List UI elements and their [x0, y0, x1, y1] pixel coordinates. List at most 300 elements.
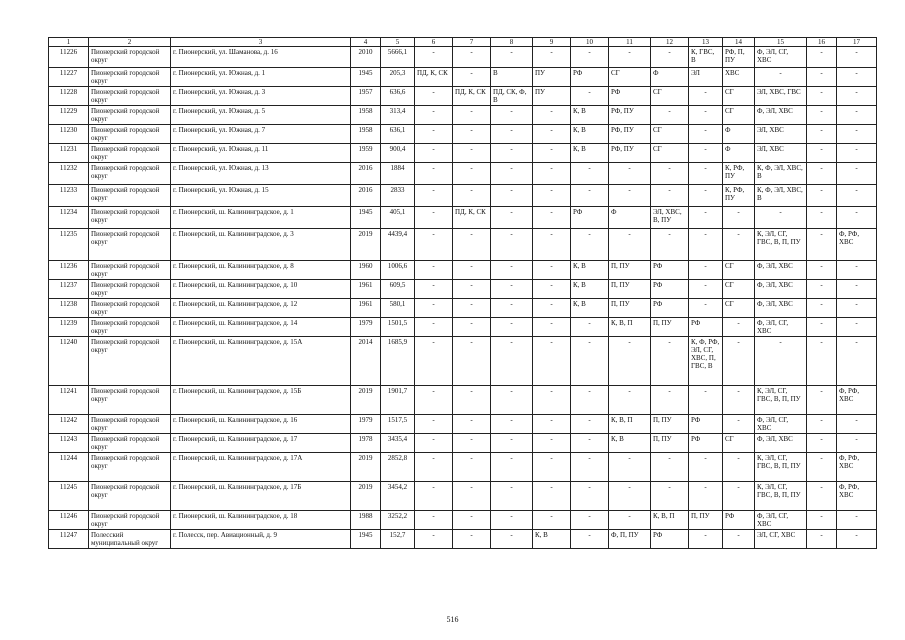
table-cell: СГ: [651, 144, 689, 163]
table-cell: -: [415, 280, 453, 299]
table-cell: СГ: [651, 125, 689, 144]
table-cell: -: [723, 207, 755, 229]
table-cell: г. Пионерский, ул. Шаманова, д. 16: [171, 47, 351, 68]
table-cell: 11247: [49, 530, 89, 549]
table-cell: -: [807, 261, 837, 280]
table-cell: ЭЛ, СГ, ХВС: [755, 530, 807, 549]
table-cell: 1945: [351, 68, 381, 87]
table-cell: СГ: [723, 299, 755, 318]
table-cell: -: [415, 207, 453, 229]
table-cell: -: [415, 530, 453, 549]
table-cell: -: [723, 530, 755, 549]
table-cell: -: [533, 47, 571, 68]
table-cell: 4439,4: [381, 229, 415, 261]
table-cell: -: [415, 318, 453, 337]
table-cell: -: [415, 415, 453, 434]
table-cell: -: [807, 386, 837, 415]
column-header: 13: [689, 38, 723, 47]
column-header: 5: [381, 38, 415, 47]
table-cell: Ф: [723, 144, 755, 163]
table-cell: -: [415, 106, 453, 125]
table-cell: -: [723, 337, 755, 386]
table-cell: -: [689, 163, 723, 185]
table-cell: СГ: [723, 87, 755, 106]
table-cell: 636,6: [381, 87, 415, 106]
table-cell: 2010: [351, 47, 381, 68]
table-cell: -: [837, 511, 877, 530]
table-row: [49, 163, 877, 185]
table-cell: -: [491, 482, 533, 511]
table-cell: 1501,5: [381, 318, 415, 337]
table-cell: г. Пионерский, ш. Калининградское, д. 12: [171, 299, 351, 318]
table-cell: РФ, ПУ: [609, 125, 651, 144]
table-cell: -: [415, 434, 453, 453]
table-cell: -: [415, 125, 453, 144]
table-cell: 11235: [49, 229, 89, 261]
table-cell: -: [689, 280, 723, 299]
table-cell: г. Полесск, пер. Авиационный, д. 9: [171, 530, 351, 549]
table-cell: РФ: [689, 415, 723, 434]
table-cell: -: [571, 453, 609, 482]
table-cell: РФ, ПУ: [609, 106, 651, 125]
table-cell: РФ: [723, 511, 755, 530]
table-cell: -: [453, 386, 491, 415]
table-cell: Ф, РФ, ХВС: [837, 482, 877, 511]
table-cell: -: [453, 144, 491, 163]
table-cell: -: [533, 144, 571, 163]
table-cell: -: [651, 185, 689, 207]
table-cell: -: [491, 337, 533, 386]
table-row: [49, 318, 877, 337]
table-cell: -: [453, 415, 491, 434]
table-cell: 1958: [351, 106, 381, 125]
table-row: [49, 415, 877, 434]
table-row: [49, 185, 877, 207]
table-cell: -: [491, 261, 533, 280]
table-cell: -: [533, 511, 571, 530]
table-cell: -: [491, 434, 533, 453]
table-cell: -: [837, 87, 877, 106]
table-cell: -: [837, 207, 877, 229]
table-cell: 1945: [351, 530, 381, 549]
table-cell: -: [651, 106, 689, 125]
table-cell: РФ: [651, 280, 689, 299]
table-cell: -: [723, 229, 755, 261]
table-cell: -: [807, 299, 837, 318]
table-cell: -: [807, 106, 837, 125]
table-row: [49, 261, 877, 280]
table-cell: -: [609, 47, 651, 68]
table-cell: 2833: [381, 185, 415, 207]
table-cell: ПД, СК, Ф, В: [491, 87, 533, 106]
table-cell: г. Пионерский, ул. Южная, д. 5: [171, 106, 351, 125]
table-cell: 2016: [351, 163, 381, 185]
table-cell: -: [609, 453, 651, 482]
table-cell: -: [491, 415, 533, 434]
table-cell: ЭЛ: [689, 68, 723, 87]
table-cell: П, ПУ: [609, 299, 651, 318]
table-cell: -: [837, 415, 877, 434]
table-cell: -: [807, 144, 837, 163]
table-cell: -: [651, 482, 689, 511]
table-cell: ПД, К, СК: [415, 68, 453, 87]
table-cell: РФ: [689, 318, 723, 337]
table-cell: -: [651, 337, 689, 386]
table-cell: -: [453, 280, 491, 299]
table-cell: -: [533, 280, 571, 299]
table-cell: РФ, П, ПУ: [723, 47, 755, 68]
table-cell: -: [723, 415, 755, 434]
table-cell: Ф, ЭЛ, ХВС: [755, 280, 807, 299]
table-cell: Ф, ЭЛ, СГ, ХВС: [755, 318, 807, 337]
table-cell: Пионерский городской округ: [89, 318, 171, 337]
table-cell: П, ПУ: [651, 318, 689, 337]
table-cell: 1988: [351, 511, 381, 530]
table-cell: 1957: [351, 87, 381, 106]
table-cell: -: [571, 386, 609, 415]
table-cell: -: [723, 482, 755, 511]
table-cell: -: [807, 318, 837, 337]
table-cell: -: [415, 299, 453, 318]
table-cell: Ф, РФ, ХВС: [837, 229, 877, 261]
table-cell: -: [453, 47, 491, 68]
table-cell: -: [807, 87, 837, 106]
table-cell: Пионерский городской округ: [89, 106, 171, 125]
table-cell: К, В: [571, 144, 609, 163]
table-cell: 1979: [351, 318, 381, 337]
table-row: [49, 229, 877, 261]
table-cell: К, Ф, ЭЛ, ХВС, В: [755, 185, 807, 207]
table-cell: 11246: [49, 511, 89, 530]
table-cell: -: [533, 207, 571, 229]
table-cell: 11242: [49, 415, 89, 434]
table-cell: -: [491, 386, 533, 415]
table-cell: г. Пионерский, ш. Калининградское, д. 1: [171, 207, 351, 229]
table-cell: Ф, ЭЛ, ХВС: [755, 261, 807, 280]
table-cell: К, В, П: [609, 415, 651, 434]
table-cell: -: [689, 144, 723, 163]
table-row: [49, 207, 877, 229]
table-cell: Ф, ЭЛ, СГ, ХВС: [755, 47, 807, 68]
table-cell: -: [491, 280, 533, 299]
table-cell: Пионерский городской округ: [89, 144, 171, 163]
table-cell: -: [807, 482, 837, 511]
table-cell: -: [533, 261, 571, 280]
table-cell: -: [571, 163, 609, 185]
table-cell: 11243: [49, 434, 89, 453]
table-cell: ПУ: [533, 68, 571, 87]
table-cell: -: [415, 386, 453, 415]
table-cell: 11231: [49, 144, 89, 163]
table-row: [49, 434, 877, 453]
table-cell: -: [491, 106, 533, 125]
column-header: 1: [49, 38, 89, 47]
table-cell: П, ПУ: [689, 511, 723, 530]
table-cell: 205,3: [381, 68, 415, 87]
table-cell: Ф, П, ПУ: [609, 530, 651, 549]
table-cell: -: [689, 229, 723, 261]
table-cell: 11230: [49, 125, 89, 144]
column-header: 7: [453, 38, 491, 47]
table-cell: Пионерский городской округ: [89, 261, 171, 280]
table-cell: -: [571, 337, 609, 386]
table-cell: -: [491, 144, 533, 163]
table-cell: -: [453, 106, 491, 125]
table-cell: -: [533, 125, 571, 144]
table-cell: К, В: [571, 106, 609, 125]
table-cell: Ф, РФ, ХВС: [837, 453, 877, 482]
table-cell: 1884: [381, 163, 415, 185]
table-cell: 11244: [49, 453, 89, 482]
table-row: [49, 280, 877, 299]
table-cell: СГ: [609, 68, 651, 87]
table-cell: -: [609, 229, 651, 261]
table-cell: 1960: [351, 261, 381, 280]
table-cell: Ф: [723, 125, 755, 144]
table-cell: 5666,1: [381, 47, 415, 68]
table-cell: К, В: [571, 299, 609, 318]
table-cell: -: [533, 337, 571, 386]
table-cell: -: [837, 530, 877, 549]
table-cell: 405,1: [381, 207, 415, 229]
table-cell: г. Пионерский, ул. Южная, д. 11: [171, 144, 351, 163]
table-cell: -: [807, 415, 837, 434]
table-cell: -: [755, 68, 807, 87]
table-cell: -: [415, 482, 453, 511]
table-cell: 11237: [49, 280, 89, 299]
table-cell: -: [491, 185, 533, 207]
table-cell: 2014: [351, 337, 381, 386]
page-number: 516: [446, 615, 459, 624]
table-cell: г. Пионерский, ул. Южная, д. 1: [171, 68, 351, 87]
table-cell: -: [807, 280, 837, 299]
table-cell: СГ: [723, 434, 755, 453]
table-cell: К, В: [609, 434, 651, 453]
table-cell: г. Пионерский, ш. Калининградское, д. 15Б: [171, 386, 351, 415]
table-cell: ХВС: [723, 68, 755, 87]
table-cell: РФ: [651, 299, 689, 318]
column-header: 15: [755, 38, 807, 47]
table-cell: -: [453, 163, 491, 185]
column-header: 16: [807, 38, 837, 47]
table-cell: г. Пионерский, ш. Калининградское, д. 10: [171, 280, 351, 299]
table-cell: -: [807, 229, 837, 261]
table-cell: -: [723, 318, 755, 337]
table-cell: Пионерский городской округ: [89, 434, 171, 453]
table-cell: К, ЭЛ, СГ, ГВС, В, П, ПУ: [755, 386, 807, 415]
table-cell: В: [491, 68, 533, 87]
table-cell: -: [689, 261, 723, 280]
column-header: 11: [609, 38, 651, 47]
header-row: [49, 38, 877, 47]
table-cell: П, ПУ: [609, 280, 651, 299]
column-header: 17: [837, 38, 877, 47]
table-row: [49, 47, 877, 68]
table-cell: РФ: [571, 68, 609, 87]
table-cell: Ф, РФ, ХВС: [837, 386, 877, 415]
table-row: [49, 87, 877, 106]
table-cell: Пионерский городской округ: [89, 386, 171, 415]
table-cell: г. Пионерский, ш. Калининградское, д. 17А: [171, 453, 351, 482]
table-cell: -: [533, 299, 571, 318]
table-cell: -: [651, 229, 689, 261]
table-cell: 1959: [351, 144, 381, 163]
table-cell: -: [571, 318, 609, 337]
table-cell: -: [689, 125, 723, 144]
column-header: 8: [491, 38, 533, 47]
table-cell: К, ГВС, В: [689, 47, 723, 68]
table-row: [49, 68, 877, 87]
table-cell: г. Пионерский, ш. Калининградское, д. 14: [171, 318, 351, 337]
table-cell: П, ПУ: [651, 434, 689, 453]
table-cell: -: [453, 482, 491, 511]
table-cell: -: [571, 229, 609, 261]
table-cell: -: [453, 261, 491, 280]
table-cell: РФ: [651, 530, 689, 549]
column-header: 2: [89, 38, 171, 47]
table-cell: -: [453, 125, 491, 144]
table-cell: ЭЛ, ХВС: [755, 144, 807, 163]
table-cell: -: [651, 163, 689, 185]
table-cell: 152,7: [381, 530, 415, 549]
table-cell: Пионерский городской округ: [89, 163, 171, 185]
table-cell: 1961: [351, 299, 381, 318]
table-cell: РФ, ПУ: [609, 144, 651, 163]
table-cell: -: [807, 68, 837, 87]
table-cell: -: [609, 337, 651, 386]
table-cell: Ф: [651, 68, 689, 87]
table-cell: 2019: [351, 453, 381, 482]
table-cell: К, РФ, ПУ: [723, 185, 755, 207]
table-cell: СГ: [723, 261, 755, 280]
table-cell: -: [689, 185, 723, 207]
table-cell: -: [533, 106, 571, 125]
table-cell: -: [491, 47, 533, 68]
table-cell: -: [609, 163, 651, 185]
table-row: [49, 125, 877, 144]
table-cell: г. Пионерский, ул. Южная, д. 15: [171, 185, 351, 207]
table-cell: РФ: [651, 261, 689, 280]
table-cell: ПД, К, СК: [453, 87, 491, 106]
table-cell: -: [415, 453, 453, 482]
table-cell: -: [415, 229, 453, 261]
table-row: [49, 386, 877, 415]
table-cell: К, В: [571, 125, 609, 144]
table-cell: -: [689, 106, 723, 125]
table-cell: 1006,6: [381, 261, 415, 280]
data-table: [48, 37, 877, 549]
table-cell: -: [533, 163, 571, 185]
table-cell: Пионерский городской округ: [89, 185, 171, 207]
table-cell: ПД, К, СК: [453, 207, 491, 229]
table-cell: -: [415, 185, 453, 207]
table-cell: -: [807, 337, 837, 386]
table-cell: 1901,7: [381, 386, 415, 415]
table-cell: -: [609, 511, 651, 530]
table-cell: -: [491, 318, 533, 337]
table-cell: Пионерский городской округ: [89, 47, 171, 68]
table-cell: К, ЭЛ, СГ, ГВС, В, П, ПУ: [755, 482, 807, 511]
table-cell: -: [689, 87, 723, 106]
table-cell: 11234: [49, 207, 89, 229]
table-cell: Пионерский городской округ: [89, 299, 171, 318]
column-header: 6: [415, 38, 453, 47]
table-cell: Ф, ЭЛ, СГ, ХВС: [755, 511, 807, 530]
column-header: 9: [533, 38, 571, 47]
table-cell: 2019: [351, 482, 381, 511]
table-cell: 2019: [351, 386, 381, 415]
table-cell: -: [807, 125, 837, 144]
table-cell: 11245: [49, 482, 89, 511]
table-cell: -: [571, 530, 609, 549]
table-row: [49, 482, 877, 511]
table-cell: -: [807, 530, 837, 549]
table-cell: ЭЛ, ХВС, ГВС: [755, 87, 807, 106]
table-cell: 11236: [49, 261, 89, 280]
table-cell: -: [453, 185, 491, 207]
table-cell: РФ: [571, 207, 609, 229]
table-body: [49, 47, 877, 549]
table-cell: 3252,2: [381, 511, 415, 530]
table-cell: 609,5: [381, 280, 415, 299]
table-cell: СГ: [723, 106, 755, 125]
table-cell: 1517,5: [381, 415, 415, 434]
table-cell: -: [491, 163, 533, 185]
table-cell: -: [837, 125, 877, 144]
table-cell: -: [837, 280, 877, 299]
table-cell: Пионерский городской округ: [89, 68, 171, 87]
table-row: [49, 144, 877, 163]
table-cell: -: [415, 337, 453, 386]
table-cell: г. Пионерский, ш. Калининградское, д. 15А: [171, 337, 351, 386]
table-cell: -: [453, 530, 491, 549]
table-cell: 11239: [49, 318, 89, 337]
table-cell: -: [491, 299, 533, 318]
table-cell: ПУ: [533, 87, 571, 106]
table-cell: Ф, ЭЛ, ХВС: [755, 106, 807, 125]
table-cell: СГ: [723, 280, 755, 299]
table-cell: -: [837, 337, 877, 386]
table-cell: -: [533, 229, 571, 261]
table-cell: -: [571, 511, 609, 530]
table-cell: Ф, ЭЛ, ХВС: [755, 299, 807, 318]
table-cell: К, В: [571, 280, 609, 299]
table-cell: К, В: [533, 530, 571, 549]
table-cell: -: [491, 229, 533, 261]
table-cell: г. Пионерский, ул. Южная, д. 3: [171, 87, 351, 106]
table-cell: -: [415, 87, 453, 106]
table-cell: ЭЛ, ХВС, В, ПУ: [651, 207, 689, 229]
table-cell: К, ЭЛ, СГ, ГВС, В, П, ПУ: [755, 453, 807, 482]
table-cell: -: [755, 337, 807, 386]
table-row: [49, 299, 877, 318]
table-cell: 900,4: [381, 144, 415, 163]
table-cell: К, В: [571, 261, 609, 280]
table-cell: -: [807, 47, 837, 68]
table-cell: -: [491, 207, 533, 229]
column-header: 12: [651, 38, 689, 47]
table-cell: -: [453, 337, 491, 386]
table-cell: П, ПУ: [609, 261, 651, 280]
column-header: 4: [351, 38, 381, 47]
table-cell: -: [571, 87, 609, 106]
table-cell: -: [837, 163, 877, 185]
table-cell: -: [571, 434, 609, 453]
table-cell: СГ: [651, 87, 689, 106]
table-cell: 11232: [49, 163, 89, 185]
table-cell: Пионерский городской округ: [89, 207, 171, 229]
table-cell: -: [453, 453, 491, 482]
